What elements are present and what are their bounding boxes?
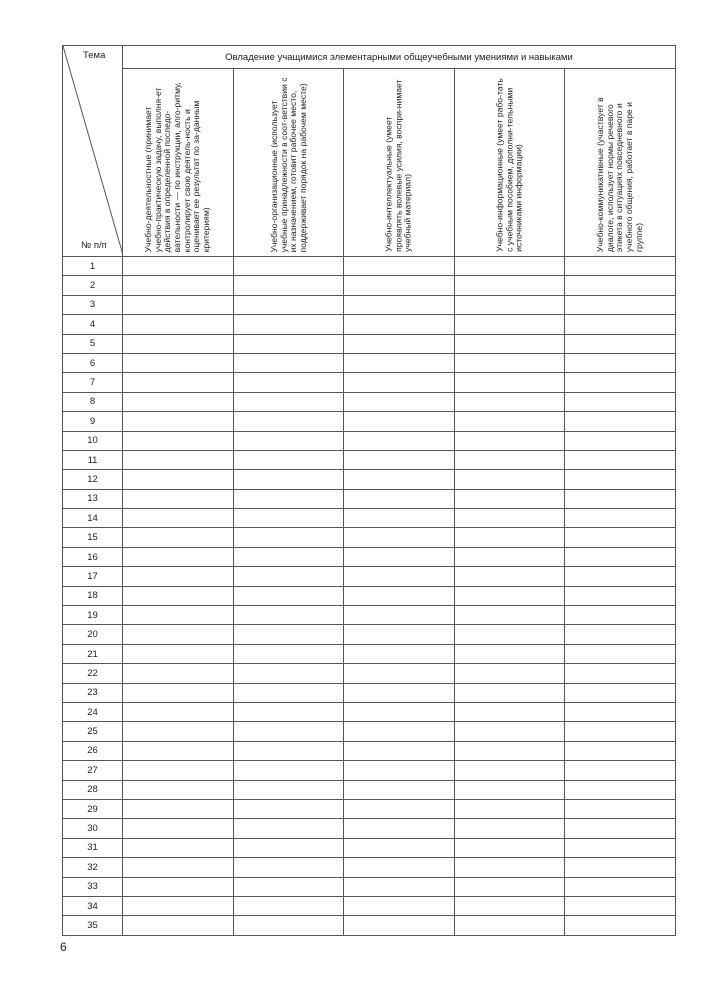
table-row bbox=[63, 276, 676, 295]
table-cell[interactable] bbox=[455, 819, 565, 838]
table-cell[interactable] bbox=[234, 315, 344, 334]
table-cell[interactable] bbox=[344, 392, 455, 411]
table-cell[interactable] bbox=[455, 489, 565, 508]
table-cell[interactable] bbox=[234, 412, 344, 431]
column-header-text: Учебно-коммуникативные (участвует в диалоге, использует нормы речевого этикета в ситуациях повседневного и учебного общения, работает в паре и группе) bbox=[594, 97, 644, 252]
table-cell[interactable] bbox=[234, 741, 344, 760]
table-cell[interactable] bbox=[123, 702, 234, 721]
row-number: 18 bbox=[63, 586, 123, 605]
table-cell[interactable] bbox=[344, 606, 455, 625]
table-cell[interactable] bbox=[234, 799, 344, 818]
table-cell[interactable] bbox=[455, 799, 565, 818]
table-cell[interactable] bbox=[123, 683, 234, 702]
table-row bbox=[63, 528, 676, 547]
table-row bbox=[63, 586, 676, 605]
table-cell[interactable] bbox=[234, 722, 344, 741]
table-cell[interactable] bbox=[455, 295, 565, 314]
table-cell[interactable] bbox=[455, 528, 565, 547]
table-cell[interactable] bbox=[234, 509, 344, 528]
table-cell[interactable] bbox=[123, 819, 234, 838]
table-cell[interactable] bbox=[455, 722, 565, 741]
table-cell[interactable] bbox=[565, 547, 676, 566]
table-cell[interactable] bbox=[455, 547, 565, 566]
table-row bbox=[63, 858, 676, 877]
table-cell[interactable] bbox=[344, 509, 455, 528]
table-cell[interactable] bbox=[455, 683, 565, 702]
row-number: 11 bbox=[63, 450, 123, 469]
table-cell[interactable] bbox=[565, 606, 676, 625]
table-cell[interactable] bbox=[123, 722, 234, 741]
row-number: 13 bbox=[63, 489, 123, 508]
table-cell[interactable] bbox=[123, 586, 234, 605]
table-cell[interactable] bbox=[565, 741, 676, 760]
diagonal-line bbox=[63, 46, 123, 255]
table-cell[interactable] bbox=[234, 392, 344, 411]
table-cell[interactable] bbox=[455, 276, 565, 295]
table-cell[interactable] bbox=[123, 916, 234, 935]
row-number: 29 bbox=[63, 799, 123, 818]
table-cell[interactable] bbox=[344, 528, 455, 547]
table-cell[interactable] bbox=[565, 644, 676, 663]
table-cell[interactable] bbox=[455, 353, 565, 372]
table-cell[interactable] bbox=[455, 509, 565, 528]
table-cell[interactable] bbox=[565, 683, 676, 702]
row-number: 9 bbox=[63, 412, 123, 431]
table-cell[interactable] bbox=[344, 683, 455, 702]
table-row bbox=[63, 431, 676, 450]
table-cell[interactable] bbox=[344, 489, 455, 508]
table-cell[interactable] bbox=[123, 295, 234, 314]
table-cell[interactable] bbox=[344, 916, 455, 935]
table-row bbox=[63, 741, 676, 760]
table-cell[interactable] bbox=[565, 276, 676, 295]
table-cell[interactable] bbox=[565, 858, 676, 877]
row-number: 1 bbox=[63, 257, 123, 276]
table-cell[interactable] bbox=[455, 586, 565, 605]
table-row bbox=[63, 392, 676, 411]
row-number: 12 bbox=[63, 470, 123, 489]
column-header-4 bbox=[455, 69, 565, 257]
table-cell[interactable] bbox=[234, 334, 344, 353]
skills-table bbox=[62, 45, 676, 936]
table-cell[interactable] bbox=[565, 702, 676, 721]
table-cell[interactable] bbox=[234, 664, 344, 683]
row-number: 35 bbox=[63, 916, 123, 935]
table-cell[interactable] bbox=[234, 450, 344, 469]
table-cell[interactable] bbox=[344, 780, 455, 799]
table-cell[interactable] bbox=[344, 722, 455, 741]
table-cell[interactable] bbox=[455, 664, 565, 683]
table-row bbox=[63, 547, 676, 566]
row-number: 7 bbox=[63, 373, 123, 392]
table-cell[interactable] bbox=[234, 567, 344, 586]
row-number: 27 bbox=[63, 761, 123, 780]
table-cell[interactable] bbox=[565, 315, 676, 334]
table-cell[interactable] bbox=[234, 373, 344, 392]
table-row bbox=[63, 257, 676, 276]
group-title: Овладение учащимися элементарными общеучебными умениями и навыками bbox=[123, 46, 676, 69]
table-row bbox=[63, 295, 676, 314]
column-header-text: Учебно-организационные (использует учебные принадлежности в соот-ветствии с их назначением, готовит рабочее место, поддерживает порядок на рабочем месте) bbox=[268, 76, 308, 252]
table-cell[interactable] bbox=[565, 334, 676, 353]
table-row bbox=[63, 722, 676, 741]
row-number: 22 bbox=[63, 664, 123, 683]
table-row bbox=[63, 373, 676, 392]
table-cell[interactable] bbox=[455, 877, 565, 896]
table-row bbox=[63, 644, 676, 663]
table-cell[interactable] bbox=[344, 877, 455, 896]
page-number: 6 bbox=[60, 940, 67, 954]
table-cell[interactable] bbox=[455, 257, 565, 276]
column-header-3 bbox=[344, 69, 455, 257]
table-cell[interactable] bbox=[344, 470, 455, 489]
table-cell[interactable] bbox=[565, 799, 676, 818]
table-cell[interactable] bbox=[455, 450, 565, 469]
table-cell[interactable] bbox=[123, 896, 234, 915]
table-cell[interactable] bbox=[123, 625, 234, 644]
table-cell[interactable] bbox=[344, 838, 455, 857]
table-cell[interactable] bbox=[123, 412, 234, 431]
table-cell[interactable] bbox=[565, 664, 676, 683]
table-cell[interactable] bbox=[455, 896, 565, 915]
row-number: 17 bbox=[63, 567, 123, 586]
table-cell[interactable] bbox=[123, 858, 234, 877]
column-header-2 bbox=[234, 69, 344, 257]
table-cell[interactable] bbox=[344, 295, 455, 314]
table-cell[interactable] bbox=[565, 896, 676, 915]
table-cell[interactable] bbox=[455, 702, 565, 721]
table-cell[interactable] bbox=[565, 373, 676, 392]
table-cell[interactable] bbox=[565, 528, 676, 547]
table-cell[interactable] bbox=[344, 819, 455, 838]
table-cell[interactable] bbox=[123, 353, 234, 372]
table-cell[interactable] bbox=[234, 877, 344, 896]
row-number: 25 bbox=[63, 722, 123, 741]
table-cell[interactable] bbox=[565, 819, 676, 838]
table-row bbox=[63, 780, 676, 799]
table-cell[interactable] bbox=[565, 295, 676, 314]
header-corner bbox=[63, 46, 123, 257]
table-row bbox=[63, 509, 676, 528]
row-number: 24 bbox=[63, 702, 123, 721]
table-row bbox=[63, 606, 676, 625]
table-cell[interactable] bbox=[234, 761, 344, 780]
row-number: 30 bbox=[63, 819, 123, 838]
table-cell[interactable] bbox=[234, 838, 344, 857]
row-number: 34 bbox=[63, 896, 123, 915]
table-cell[interactable] bbox=[455, 315, 565, 334]
column-header-text: Учебно-деятельностные (принимает учебно-практическую задачу, выполня-ет действия в определенной последо-вательности — по инструкции, алго-ритму, контролирует свою деятель-ность и оценивает ее результат по за-данным критериям) bbox=[143, 81, 211, 252]
table-cell[interactable] bbox=[344, 858, 455, 877]
table-cell[interactable] bbox=[455, 567, 565, 586]
table-cell[interactable] bbox=[565, 470, 676, 489]
table-cell[interactable] bbox=[344, 334, 455, 353]
table-cell[interactable] bbox=[234, 702, 344, 721]
table-cell[interactable] bbox=[565, 567, 676, 586]
table-cell[interactable] bbox=[455, 916, 565, 935]
row-number: 28 bbox=[63, 780, 123, 799]
table-cell[interactable] bbox=[455, 412, 565, 431]
tema-label: Тема bbox=[83, 50, 106, 61]
table-cell[interactable] bbox=[234, 586, 344, 605]
table-cell[interactable] bbox=[455, 470, 565, 489]
table-row bbox=[63, 664, 676, 683]
table-cell[interactable] bbox=[344, 625, 455, 644]
row-number: 2 bbox=[63, 276, 123, 295]
table-row bbox=[63, 315, 676, 334]
table-row bbox=[63, 450, 676, 469]
table-row bbox=[63, 683, 676, 702]
table-cell[interactable] bbox=[123, 373, 234, 392]
table-cell[interactable] bbox=[455, 431, 565, 450]
table-cell[interactable] bbox=[234, 353, 344, 372]
table-cell[interactable] bbox=[234, 916, 344, 935]
table-cell[interactable] bbox=[123, 664, 234, 683]
table-cell[interactable] bbox=[123, 470, 234, 489]
table-cell[interactable] bbox=[455, 780, 565, 799]
table-cell[interactable] bbox=[234, 431, 344, 450]
table-cell[interactable] bbox=[344, 586, 455, 605]
table-cell[interactable] bbox=[234, 489, 344, 508]
table-cell[interactable] bbox=[455, 761, 565, 780]
number-label: № п/п bbox=[81, 240, 107, 251]
table-cell[interactable] bbox=[565, 489, 676, 508]
table-cell[interactable] bbox=[123, 606, 234, 625]
table-row bbox=[63, 799, 676, 818]
table-row bbox=[63, 470, 676, 489]
table-row bbox=[63, 819, 676, 838]
table-cell[interactable] bbox=[565, 877, 676, 896]
table-cell[interactable] bbox=[455, 838, 565, 857]
row-number: 5 bbox=[63, 334, 123, 353]
table-cell[interactable] bbox=[565, 412, 676, 431]
table-cell[interactable] bbox=[123, 334, 234, 353]
table-row bbox=[63, 567, 676, 586]
row-number: 26 bbox=[63, 741, 123, 760]
table-cell[interactable] bbox=[565, 431, 676, 450]
table-cell[interactable] bbox=[123, 644, 234, 663]
row-number: 14 bbox=[63, 509, 123, 528]
table-cell[interactable] bbox=[234, 606, 344, 625]
table-cell[interactable] bbox=[344, 664, 455, 683]
table-row bbox=[63, 838, 676, 857]
table-cell[interactable] bbox=[344, 431, 455, 450]
table-cell[interactable] bbox=[123, 741, 234, 760]
table-cell[interactable] bbox=[123, 780, 234, 799]
table-cell[interactable] bbox=[344, 702, 455, 721]
row-number: 3 bbox=[63, 295, 123, 314]
table-cell[interactable] bbox=[565, 625, 676, 644]
table-cell[interactable] bbox=[565, 761, 676, 780]
row-number: 21 bbox=[63, 644, 123, 663]
table-cell[interactable] bbox=[234, 896, 344, 915]
row-number: 19 bbox=[63, 606, 123, 625]
row-number: 4 bbox=[63, 315, 123, 334]
table-cell[interactable] bbox=[565, 257, 676, 276]
table-cell[interactable] bbox=[123, 547, 234, 566]
row-number: 8 bbox=[63, 392, 123, 411]
row-number: 23 bbox=[63, 683, 123, 702]
table-row bbox=[63, 412, 676, 431]
table-cell[interactable] bbox=[234, 257, 344, 276]
column-header-text: Учебно-интеллектуальные (умеет проявлять волевые усилия, воспри-нимает учебный материал) bbox=[383, 79, 413, 252]
row-number: 6 bbox=[63, 353, 123, 372]
table-cell[interactable] bbox=[344, 373, 455, 392]
row-number: 20 bbox=[63, 625, 123, 644]
table-cell[interactable] bbox=[565, 450, 676, 469]
table-cell[interactable] bbox=[123, 431, 234, 450]
table-cell[interactable] bbox=[455, 606, 565, 625]
table-cell[interactable] bbox=[234, 683, 344, 702]
table-cell[interactable] bbox=[123, 392, 234, 411]
column-header-text: Учебно-информационные (умеет рабо-тать с учебным пособием, дополни-тельными источниками информации) bbox=[494, 78, 524, 252]
row-number: 10 bbox=[63, 431, 123, 450]
table-cell[interactable] bbox=[234, 858, 344, 877]
table-cell[interactable] bbox=[123, 276, 234, 295]
table-cell[interactable] bbox=[344, 257, 455, 276]
table-cell[interactable] bbox=[344, 644, 455, 663]
table-row bbox=[63, 353, 676, 372]
table-cell[interactable] bbox=[123, 509, 234, 528]
table-row bbox=[63, 625, 676, 644]
table-cell[interactable] bbox=[234, 276, 344, 295]
table-cell[interactable] bbox=[234, 528, 344, 547]
table-cell[interactable] bbox=[344, 353, 455, 372]
table-cell[interactable] bbox=[123, 761, 234, 780]
table-cell[interactable] bbox=[455, 334, 565, 353]
table-cell[interactable] bbox=[234, 470, 344, 489]
table-row bbox=[63, 334, 676, 353]
table-cell[interactable] bbox=[123, 877, 234, 896]
table-cell[interactable] bbox=[455, 392, 565, 411]
table-cell[interactable] bbox=[344, 896, 455, 915]
table-cell[interactable] bbox=[565, 586, 676, 605]
table-cell[interactable] bbox=[344, 741, 455, 760]
table-cell[interactable] bbox=[344, 412, 455, 431]
table-cell[interactable] bbox=[455, 858, 565, 877]
table-row bbox=[63, 702, 676, 721]
table-cell[interactable] bbox=[455, 741, 565, 760]
row-number: 16 bbox=[63, 547, 123, 566]
table-cell[interactable] bbox=[123, 315, 234, 334]
table-cell[interactable] bbox=[455, 644, 565, 663]
table-row bbox=[63, 761, 676, 780]
table-cell[interactable] bbox=[344, 567, 455, 586]
table-cell[interactable] bbox=[234, 819, 344, 838]
table-cell[interactable] bbox=[565, 353, 676, 372]
table-cell[interactable] bbox=[344, 799, 455, 818]
table-cell[interactable] bbox=[565, 509, 676, 528]
table-row bbox=[63, 896, 676, 915]
row-number: 31 bbox=[63, 838, 123, 857]
table-cell[interactable] bbox=[234, 625, 344, 644]
table-cell[interactable] bbox=[565, 916, 676, 935]
table-cell[interactable] bbox=[123, 257, 234, 276]
table-cell[interactable] bbox=[565, 392, 676, 411]
table-cell[interactable] bbox=[123, 799, 234, 818]
table-cell[interactable] bbox=[565, 722, 676, 741]
table-cell[interactable] bbox=[234, 644, 344, 663]
table-cell[interactable] bbox=[344, 761, 455, 780]
table-cell[interactable] bbox=[123, 450, 234, 469]
table-cell[interactable] bbox=[344, 547, 455, 566]
table-cell[interactable] bbox=[455, 373, 565, 392]
table-cell[interactable] bbox=[123, 567, 234, 586]
table-row bbox=[63, 877, 676, 896]
column-header-5 bbox=[565, 69, 676, 257]
table-cell[interactable] bbox=[234, 295, 344, 314]
table-row bbox=[63, 916, 676, 935]
table-cell[interactable] bbox=[565, 780, 676, 799]
table-row bbox=[63, 489, 676, 508]
row-number: 15 bbox=[63, 528, 123, 547]
table-cell[interactable] bbox=[344, 276, 455, 295]
column-header-1 bbox=[123, 69, 234, 257]
table-cell[interactable] bbox=[123, 489, 234, 508]
table-cell[interactable] bbox=[234, 547, 344, 566]
table-cell[interactable] bbox=[344, 450, 455, 469]
table-cell[interactable] bbox=[344, 315, 455, 334]
row-number: 33 bbox=[63, 877, 123, 896]
row-number: 32 bbox=[63, 858, 123, 877]
table-cell[interactable] bbox=[565, 838, 676, 857]
table-cell[interactable] bbox=[123, 838, 234, 857]
table-cell[interactable] bbox=[234, 780, 344, 799]
table-cell[interactable] bbox=[455, 625, 565, 644]
table-cell[interactable] bbox=[123, 528, 234, 547]
